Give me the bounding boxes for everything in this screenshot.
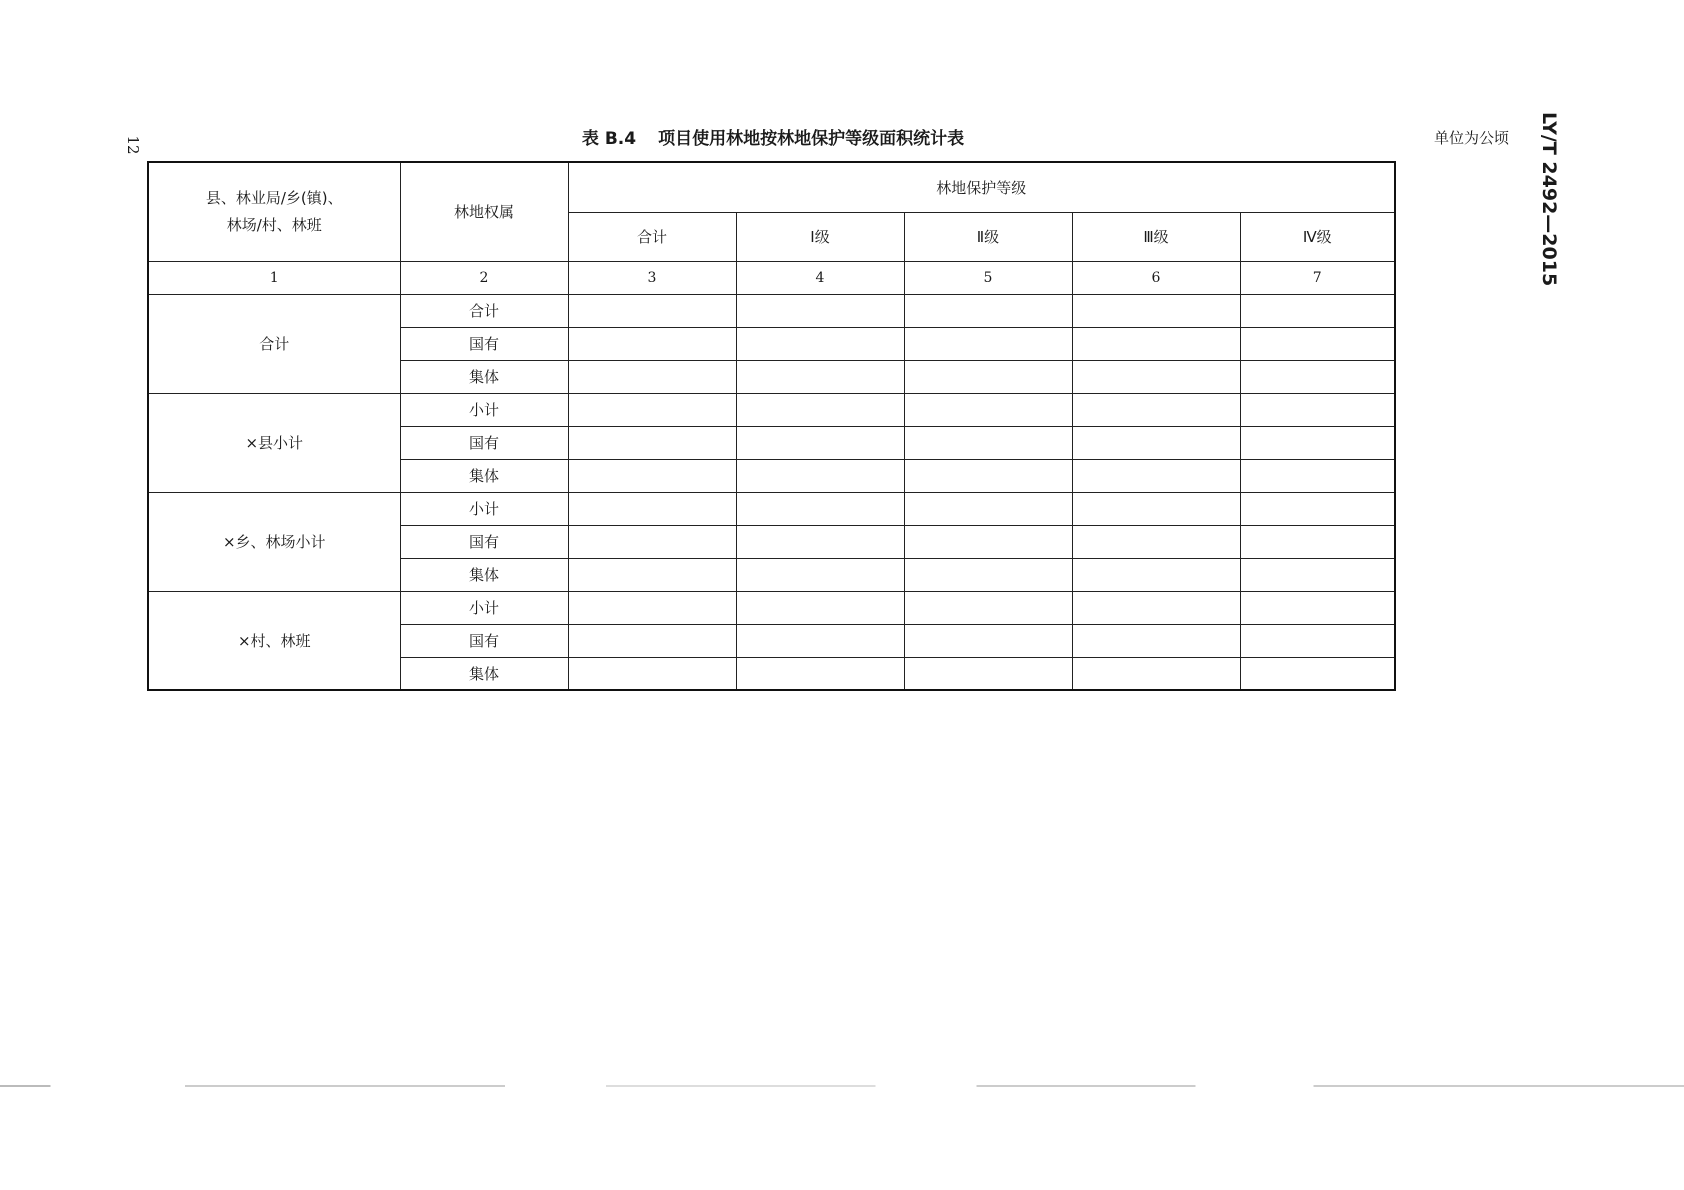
data-cell [1072,657,1240,690]
data-cell [568,591,736,624]
data-cell [736,294,904,327]
data-cell [736,360,904,393]
column-number-row [148,261,1395,294]
data-cell [904,294,1072,327]
table-number: 表 B.4 [581,129,637,149]
ownership-cell: 小计 [400,393,568,426]
header-grade-2: Ⅱ级 [904,212,1072,261]
header-ownership: 林地权属 [400,162,568,261]
ownership-cell: 国有 [400,624,568,657]
data-cell [736,492,904,525]
data-cell [736,459,904,492]
header-region [148,162,400,261]
data-cell [736,657,904,690]
data-cell [904,558,1072,591]
data-cell [1240,558,1395,591]
ownership-cell: 小计 [400,492,568,525]
data-cell [736,393,904,426]
data-cell [904,360,1072,393]
column-number: 7 [1240,261,1395,294]
data-cell [904,624,1072,657]
table-row [148,294,1395,327]
table-row [148,591,1395,624]
data-cell [1240,525,1395,558]
ownership-cell: 国有 [400,426,568,459]
data-cell [736,558,904,591]
header-grade-total: 合计 [568,212,736,261]
table-caption [148,124,1398,149]
ownership-cell: 国有 [400,525,568,558]
data-cell [568,294,736,327]
data-cell [568,492,736,525]
table-title: 项目使用林地按林地保护等级面积统计表 [658,129,965,149]
data-cell [1072,624,1240,657]
data-cell [568,459,736,492]
ownership-cell: 集体 [400,459,568,492]
data-cell [1240,459,1395,492]
data-cell [736,327,904,360]
data-cell [1072,459,1240,492]
data-cell [1072,492,1240,525]
data-cell [1240,657,1395,690]
data-cell [1240,393,1395,426]
data-cell [736,591,904,624]
header-grade-3: Ⅲ级 [1072,212,1240,261]
data-cell [1240,327,1395,360]
unit-note: 单位为公顷 [1433,129,1509,147]
column-number: 3 [568,261,736,294]
header-grade-1: Ⅰ级 [736,212,904,261]
ownership-cell: 集体 [400,558,568,591]
data-cell [904,591,1072,624]
header-region-line2: 林场/村、林班 [226,215,322,234]
data-cell [1072,525,1240,558]
ownership-cell: 合计 [400,294,568,327]
column-number: 2 [400,261,568,294]
footer-rule [0,1085,1684,1087]
table-row [148,393,1395,426]
ownership-cell: 集体 [400,360,568,393]
data-cell [1240,492,1395,525]
column-number: 5 [904,261,1072,294]
data-cell [1240,294,1395,327]
data-cell [1072,426,1240,459]
ownership-cell: 国有 [400,327,568,360]
ownership-cell: 集体 [400,657,568,690]
statistics-table [147,161,1396,691]
data-cell [904,393,1072,426]
data-cell [736,525,904,558]
data-cell [1240,591,1395,624]
data-cell [568,525,736,558]
data-cell [568,624,736,657]
data-cell [1072,360,1240,393]
data-cell [568,360,736,393]
standard-code-text: LY/T 2492—2015 [1538,112,1560,287]
data-cell [568,657,736,690]
group-label: 合计 [148,294,400,393]
data-cell [568,327,736,360]
data-cell [736,624,904,657]
standard-code [1538,112,1684,287]
group-label: ×村、林班 [148,591,400,690]
data-cell [904,459,1072,492]
data-cell [568,393,736,426]
column-number: 4 [736,261,904,294]
group-label: ×乡、林场小计 [148,492,400,591]
data-cell [1072,393,1240,426]
column-number: 6 [1072,261,1240,294]
group-label: ×县小计 [148,393,400,492]
data-cell [736,426,904,459]
header-region-line1: 县、林业局/乡(镇)、 [205,188,343,207]
page-number: 12 [124,135,142,155]
header-grade-4: Ⅳ级 [1240,212,1395,261]
data-cell [904,492,1072,525]
data-cell [904,327,1072,360]
data-cell [568,426,736,459]
data-cell [1240,624,1395,657]
data-cell [904,657,1072,690]
data-cell [1072,294,1240,327]
data-cell [1240,426,1395,459]
column-number: 1 [148,261,400,294]
data-cell [904,426,1072,459]
data-cell [568,558,736,591]
header-grade-group: 林地保护等级 [568,162,1395,212]
ownership-cell: 小计 [400,591,568,624]
data-cell [1072,591,1240,624]
data-cell [1072,558,1240,591]
data-cell [1072,327,1240,360]
table-row [148,492,1395,525]
data-cell [1240,360,1395,393]
data-cell [904,525,1072,558]
